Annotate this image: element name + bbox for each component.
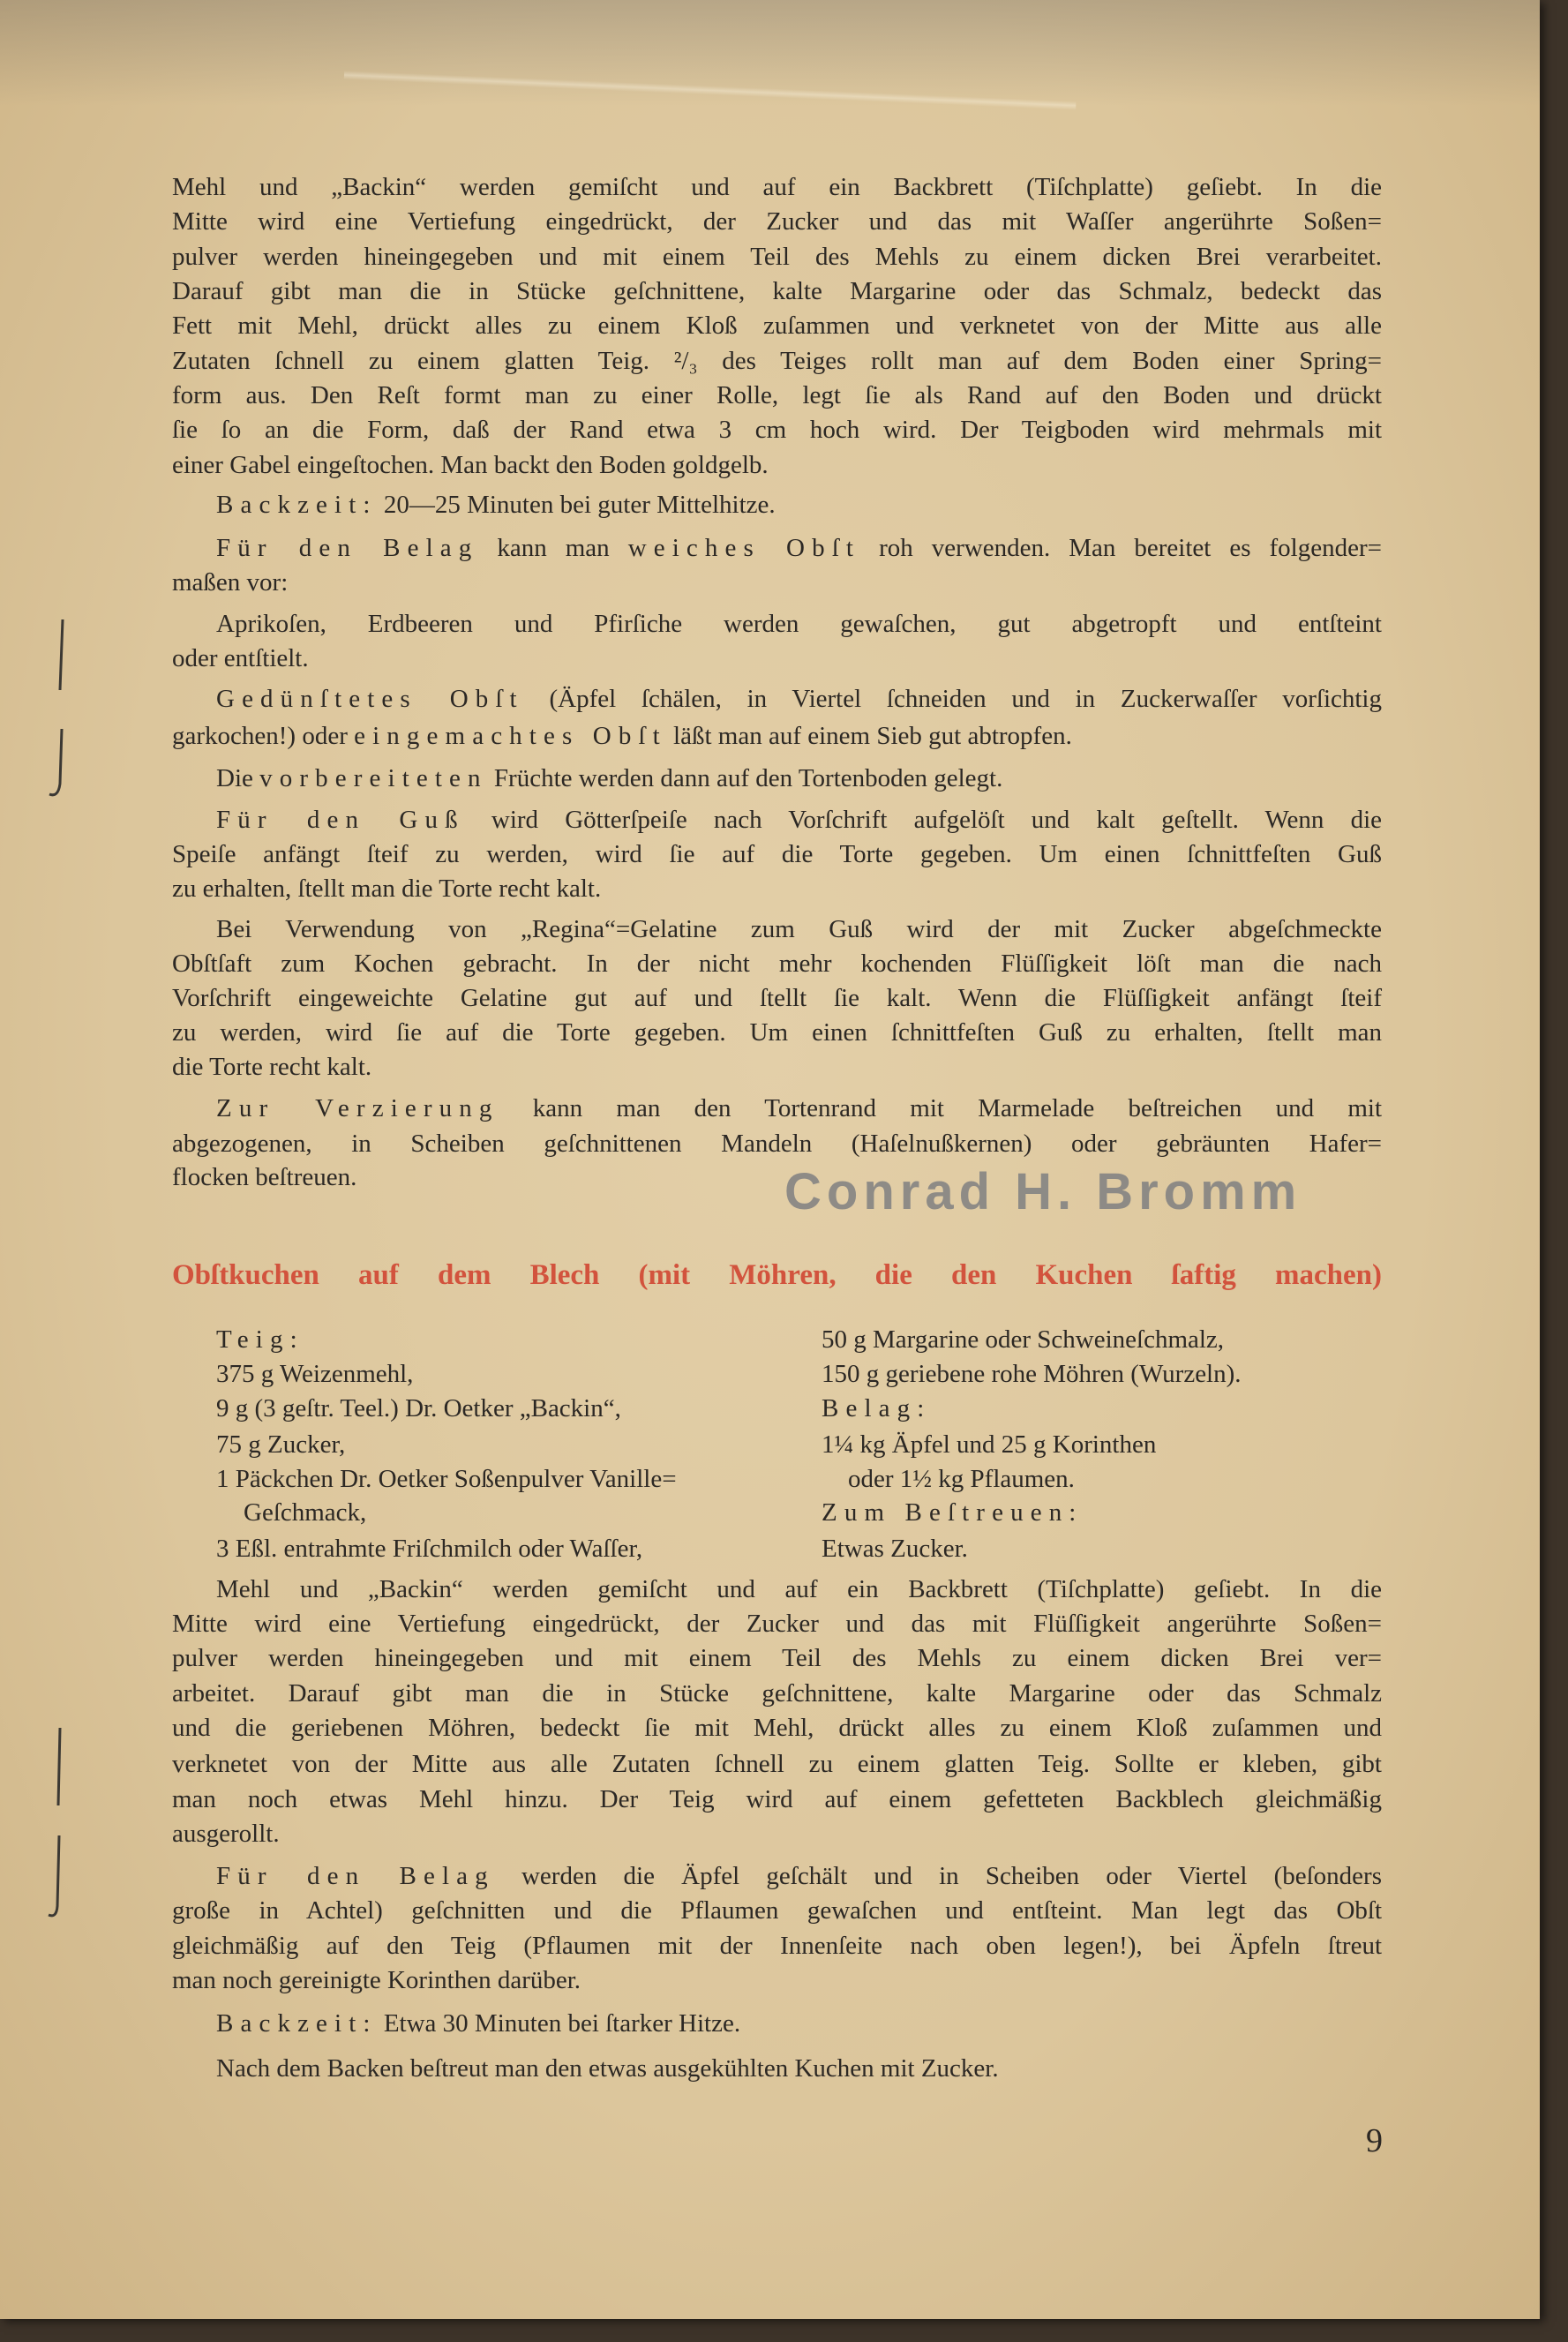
- ingredient-item: 1¼ kg Äpfel und 25 g Korinthen: [822, 1430, 1157, 1459]
- text-segment: (Äpfel ſchälen, in Viertel ſchneiden und in Zuckerwaſſer vorſichtig: [523, 685, 1382, 713]
- ingredient-item: 1 Päckchen Dr. Oetker Soßenpulver Vanille=: [216, 1465, 677, 1493]
- recipe-title: Obſtkuchen auf dem Blech (mit Möhren, die den Kuchen ſaftig machen): [172, 1259, 1382, 1291]
- text-line: Zutaten ſchnell zu einem glatten Teig. ²/₃ des Teiges rollt man auf dem Boden einer Spring=: [172, 347, 1382, 375]
- text-segment: 20—25 Minuten bei guter Mittelhitze.: [377, 491, 776, 519]
- text-line: abgezogenen, in Scheiben geſchnittenen Mandeln (Haſelnußkernen) oder gebräunten Hafer=: [172, 1130, 1382, 1158]
- text-segment: Früchte werden dann auf den Tortenboden gelegt.: [487, 764, 1003, 792]
- spaced-emphasis: Für den Belag: [216, 1862, 495, 1890]
- text-line: die Torte recht kalt.: [172, 1053, 372, 1081]
- text-segment: garkochen!) oder: [172, 722, 355, 750]
- ingredient-item-continuation: oder 1½ kg Pflaumen.: [848, 1465, 1075, 1493]
- text-line: Aprikoſen, Erdbeeren und Pfirſiche werden gewaſchen, gut abgetropft und entſteint: [216, 610, 1382, 638]
- text-line: Obſtſaft zum Kochen gebracht. In der nicht mehr kochenden Flüſſigkeit löſt man die nach: [172, 950, 1382, 978]
- ingredients-heading-dough: Teig:: [216, 1325, 304, 1354]
- spaced-emphasis: Zur Verzierung: [216, 1094, 499, 1122]
- text-line: [216, 761, 1382, 796]
- text-line: oder entſtielt.: [172, 644, 309, 672]
- text-segment: kann man: [478, 534, 628, 562]
- pencil-margin-mark: [58, 1728, 60, 1805]
- ingredients-heading-topping: Belag:: [822, 1394, 932, 1422]
- spaced-emphasis: vorbereiteten: [259, 764, 488, 792]
- text-line: [216, 802, 1382, 837]
- text-line: arbeitet. Darauf gibt man die in Stücke geſchnittene, kalte Margarine oder das Schmalz: [172, 1679, 1382, 1708]
- text-line: Vorſchrift eingeweichte Gelatine gut auf und ſtellt ſie kalt. Wenn die Flüſſigkeit anfängt ſteif: [172, 984, 1382, 1012]
- text-line: gleichmäßig auf den Teig (Pflaumen mit der Innenſeite nach oben legen!), bei Äpfeln ſtreut: [172, 1932, 1382, 1960]
- ingredient-item: 375 g Weizenmehl,: [216, 1360, 414, 1388]
- ingredients-heading-sprinkle: Zum Beſtreuen:: [822, 1498, 1084, 1527]
- spaced-emphasis: Für den Guß: [216, 806, 465, 834]
- text-segment: Etwa 30 Minuten bei ſtarker Hitze.: [377, 2009, 741, 2038]
- ingredient-item: 150 g geriebene rohe Möhren (Wurzeln).: [822, 1360, 1242, 1388]
- text-line: Darauf gibt man die in Stücke geſchnittene, kalte Margarine oder das Schmalz, bedeckt das: [172, 277, 1382, 305]
- text-line: zu erhalten, ſtellt man die Torte recht kalt.: [172, 874, 602, 903]
- text-line: Mehl und „Backin“ werden gemiſcht und auf ein Backbrett (Tiſchplatte) geſiebt. In die: [216, 1575, 1382, 1603]
- ingredient-item: 75 g Zucker,: [216, 1430, 346, 1459]
- ingredient-item: 9 g (3 geſtr. Teel.) Dr. Oetker „Backin“,: [216, 1394, 621, 1422]
- text-line: flocken beſtreuen.: [172, 1163, 357, 1191]
- spaced-emphasis: Für den Belag: [216, 534, 479, 562]
- text-line: verknetet von der Mitte aus alle Zutaten ſchnell zu einem glatten Teig. Sollte er kleben, gibt: [172, 1750, 1382, 1778]
- text-segment: Die: [216, 764, 260, 792]
- text-line: ausgerollt.: [172, 1820, 280, 1848]
- ingredient-item: Etwas Zucker.: [822, 1535, 968, 1563]
- pencil-margin-mark: [49, 1835, 59, 1916]
- spaced-emphasis: Backzeit:: [216, 491, 378, 519]
- text-line: [172, 718, 1382, 754]
- text-line: Mehl und „Backin“ werden gemiſcht und auf ein Backbrett (Tiſchplatte) geſiebt. In die: [172, 173, 1382, 201]
- text-line: große in Achtel) geſchnitten und die Pflaumen gewaſchen und entſteint. Man legt das Obſt: [172, 1896, 1382, 1925]
- text-line: pulver werden hineingegeben und mit einem Teil des Mehls zu einem dicken Brei ver=: [172, 1644, 1382, 1672]
- spaced-emphasis: eingemachtes Obſt: [354, 722, 667, 750]
- text-line: zu werden, wird ſie auf die Torte gegeben. Um einen ſchnittfeſten Guß zu erhalten, ſtellt man: [172, 1018, 1382, 1047]
- text-segment: wird Götterſpeiſe nach Vorſchrift aufgelöſt und kalt geſtellt. Wenn die: [464, 806, 1383, 834]
- text-line: [216, 1858, 1382, 1894]
- spaced-emphasis: Gedünſtetes Obſt: [216, 685, 524, 713]
- text-segment: läßt man auf einem Sieb gut abtropfen.: [666, 722, 1072, 750]
- text-segment: roh verwenden. Man bereitet es folgender=: [860, 534, 1382, 562]
- text-line: und die geriebenen Möhren, bedeckt ſie mit Mehl, drückt alles zu einem Kloß zuſammen und: [172, 1714, 1382, 1742]
- pencil-margin-marks: [0, 0, 124, 2319]
- pencil-margin-mark: [49, 729, 62, 795]
- baking-time-line: [216, 487, 1382, 522]
- text-line: form aus. Den Reſt formt man zu einer Rolle, legt ſie als Rand auf den Boden und drückt: [172, 381, 1382, 409]
- ingredient-item-continuation: Geſchmack,: [244, 1498, 367, 1527]
- text-segment: werden die Äpfel geſchält und in Scheiben oder Viertel (beſonders: [494, 1862, 1382, 1890]
- text-line: man noch etwas Mehl hinzu. Der Teig wird auf einem gefetteten Backblech gleichmäßig: [172, 1785, 1382, 1813]
- text-line: Fett mit Mehl, drückt alles zu einem Kloß zuſammen und verknetet von der Mitte aus alle: [172, 312, 1382, 340]
- spaced-emphasis: Backzeit:: [216, 2009, 378, 2038]
- text-segment: kann man den Tortenrand mit Marmelade beſtreichen und mit: [499, 1094, 1383, 1122]
- text-line: Nach dem Backen beſtreut man den etwas ausgekühlten Kuchen mit Zucker.: [216, 2054, 999, 2083]
- text-line: [216, 530, 1382, 566]
- text-line: Speiſe anfängt ſteif zu werden, wird ſie auf die Torte gegeben. Um einen ſchnittfeſten Guß: [172, 840, 1382, 868]
- pencil-margin-mark: [60, 619, 63, 690]
- text-line: man noch gereinigte Korinthen darüber.: [172, 1966, 581, 1994]
- ingredient-item: 50 g Margarine oder Schweineſchmalz,: [822, 1325, 1225, 1354]
- page-number: 9: [1366, 2122, 1383, 2159]
- baking-time-line: [216, 2006, 1382, 2041]
- text-line: Mitte wird eine Vertiefung eingedrückt, der Zucker und das mit Flüſſigkeit angerührte Soßen=: [172, 1610, 1382, 1638]
- text-line: [216, 681, 1382, 717]
- spaced-emphasis: weiches Obſt: [627, 534, 861, 562]
- text-line: maßen vor:: [172, 568, 289, 597]
- text-line: Bei Verwendung von „Regina“=Gelatine zum Guß wird der mit Zucker abgeſchmeckte: [216, 915, 1382, 943]
- text-line: ſie ſo an die Form, daß der Rand etwa 3 cm hoch wird. Der Teigboden wird mehrmals mit: [172, 416, 1382, 444]
- text-line: pulver werden hineingegeben und mit einem Teil des Mehls zu einem dicken Brei verarbeitet.: [172, 243, 1382, 271]
- text-line: [216, 1091, 1382, 1126]
- ingredient-item: 3 Eßl. entrahmte Friſchmilch oder Waſſer,: [216, 1535, 643, 1563]
- owner-stamp: Conrad H. Bromm: [784, 1163, 1302, 1220]
- text-line: Mitte wird eine Vertiefung eingedrückt, der Zucker und das mit Waſſer angerührte Soßen=: [172, 207, 1382, 236]
- text-line: einer Gabel eingeſtochen. Man backt den Boden goldgelb.: [172, 451, 769, 479]
